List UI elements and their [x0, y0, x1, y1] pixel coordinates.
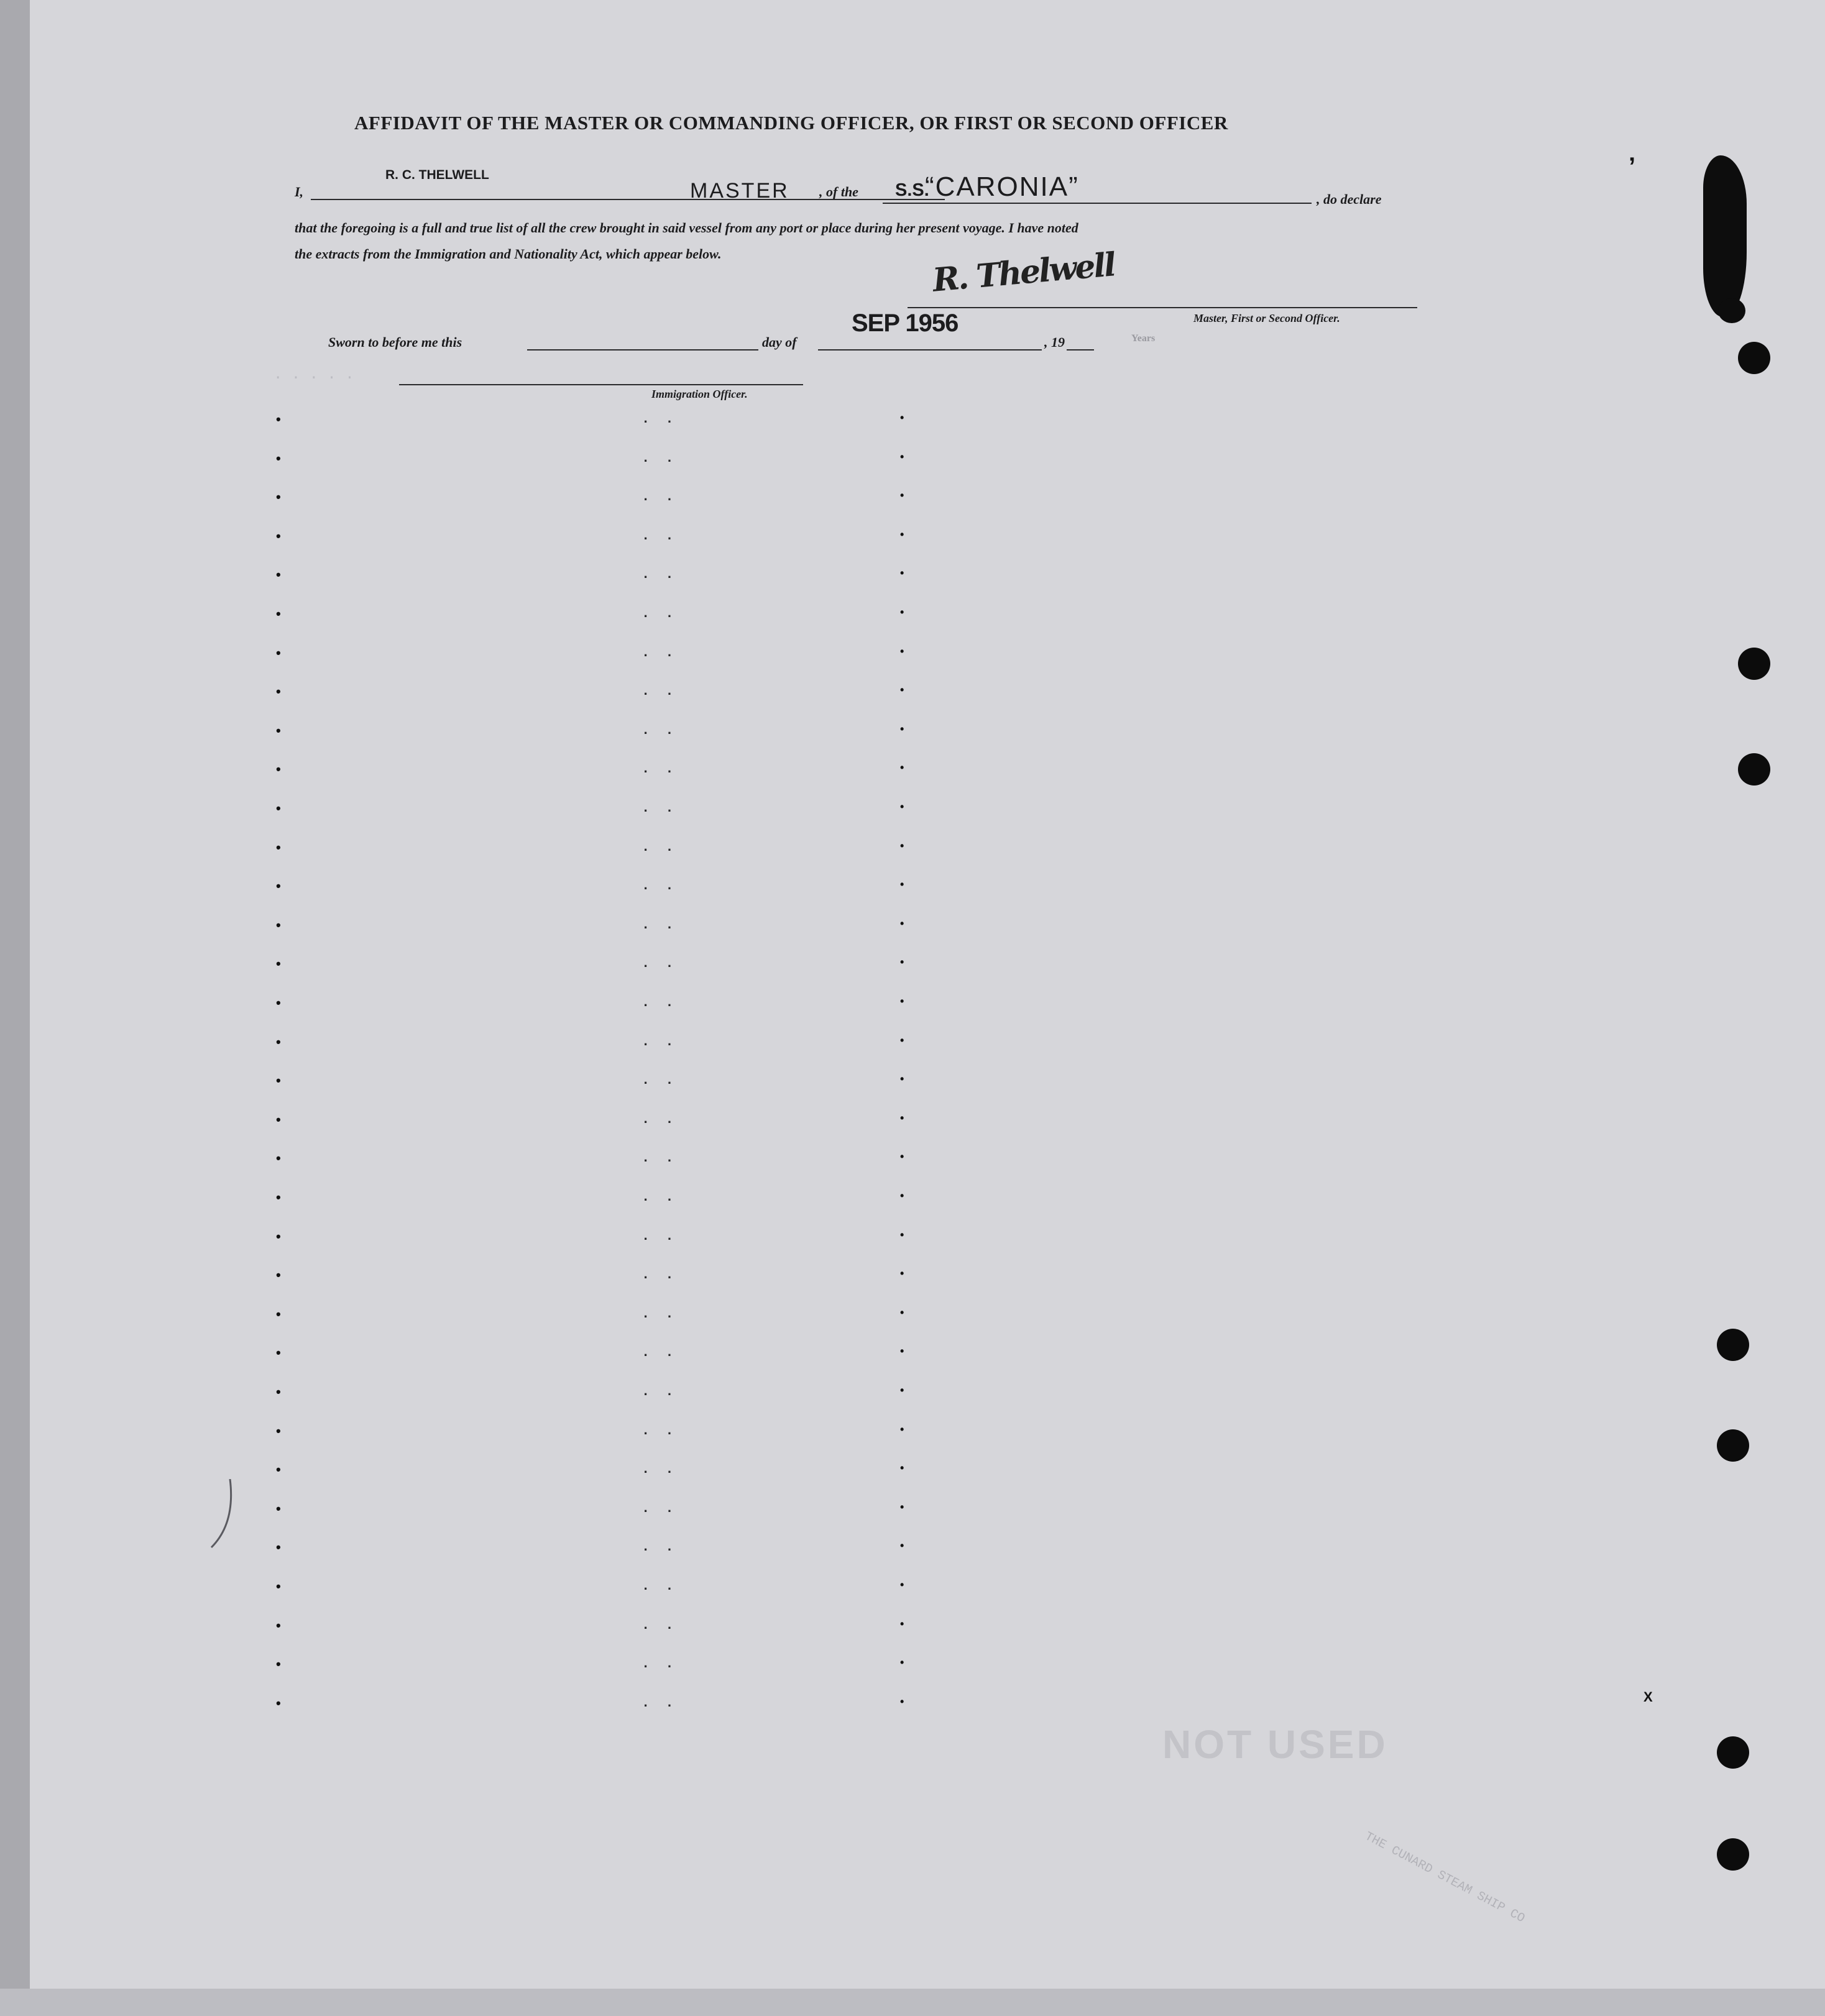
- affidavit-title: AFFIDAVIT OF THE MASTER OR COMMANDING OFFICER, OR FIRST OR SECOND OFFICER: [354, 112, 1228, 134]
- row-bullet: •: [276, 761, 281, 777]
- ditto-dots: . .: [641, 1618, 678, 1633]
- ditto-dots: . .: [641, 645, 678, 661]
- column-dot: •: [900, 1034, 904, 1047]
- row-bullet: •: [276, 1618, 281, 1633]
- row-bullet: •: [276, 489, 281, 505]
- ditto-dots: . .: [641, 606, 678, 621]
- row-bullet: •: [276, 995, 281, 1010]
- ditto-dots: . .: [641, 917, 678, 933]
- bleed-through-text: . . . . .: [274, 367, 354, 383]
- ditto-dots: . .: [641, 800, 678, 816]
- torn-corner-blot: [1718, 298, 1745, 323]
- column-dot: •: [900, 1150, 904, 1163]
- punch-hole: [1738, 648, 1770, 680]
- ditto-dots: . .: [641, 1539, 678, 1555]
- row-bullet: •: [276, 1695, 281, 1711]
- column-dot: •: [900, 1501, 904, 1513]
- ditto-dots: . .: [641, 878, 678, 894]
- column-dot: •: [900, 1306, 904, 1319]
- row-bullet: •: [276, 451, 281, 466]
- ditto-dots: . .: [641, 840, 678, 855]
- row-bullet: •: [276, 1306, 281, 1322]
- ditto-dots: . .: [641, 1695, 678, 1711]
- ditto-dots: . .: [641, 1034, 678, 1050]
- column-dot: •: [900, 1112, 904, 1124]
- punch-hole: [1738, 342, 1770, 374]
- scan-left-edge: [0, 0, 30, 2016]
- column-dot: •: [900, 684, 904, 696]
- column-dot: •: [900, 567, 904, 579]
- column-dot: •: [900, 761, 904, 774]
- officer-caption: Master, First or Second Officer.: [1193, 312, 1340, 324]
- cunard-stamp: THE CUNARD STEAM SHIP CO: [1362, 1829, 1527, 1927]
- day-of-label: day of: [762, 334, 797, 350]
- column-dot: •: [900, 606, 904, 618]
- ditto-dots: . .: [641, 761, 678, 777]
- not-used-stamp: NOT USED: [1162, 1722, 1388, 1767]
- ditto-dots: . .: [641, 1229, 678, 1244]
- column-dot: •: [900, 1384, 904, 1396]
- ditto-dots: . .: [641, 1112, 678, 1127]
- column-dot: •: [900, 1695, 904, 1708]
- sworn-date: SEP 1956: [852, 309, 958, 337]
- column-dot: •: [900, 1462, 904, 1474]
- row-bullet: •: [276, 1267, 281, 1283]
- ditto-dots: . .: [641, 1306, 678, 1322]
- row-bullet: •: [276, 606, 281, 621]
- ditto-dots: . .: [641, 1462, 678, 1477]
- column-header-years: Years: [1131, 333, 1156, 344]
- column-dot: •: [900, 1539, 904, 1552]
- ditto-dots: . .: [641, 451, 678, 466]
- ditto-dots: . .: [641, 1345, 678, 1360]
- column-dot: •: [900, 1073, 904, 1085]
- row-bullet: •: [276, 684, 281, 699]
- ditto-dots: . .: [641, 1423, 678, 1439]
- margin-pen-mark: [205, 1479, 242, 1554]
- column-dot: •: [900, 1618, 904, 1630]
- row-bullet: •: [276, 1150, 281, 1166]
- row-bullet: •: [276, 1073, 281, 1088]
- declaration-line-3: the extracts from the Immigration and Nationality Act, which appear below.: [295, 246, 722, 262]
- ditto-dots: . .: [641, 489, 678, 505]
- immigration-officer-rule: [399, 384, 803, 385]
- row-bullet: •: [276, 1423, 281, 1439]
- row-bullet: •: [276, 1034, 281, 1050]
- ditto-dots: . .: [641, 1501, 678, 1516]
- ditto-dots: . .: [641, 1578, 678, 1594]
- ditto-dots: . .: [641, 995, 678, 1010]
- declaration-line-2: that the foregoing is a full and true list of all the crew brought in said vessel from any port or place during her present voyage. I have noted: [295, 220, 1078, 236]
- row-bullet: •: [276, 1229, 281, 1244]
- row-bullet: •: [276, 645, 281, 661]
- column-dot: •: [900, 1656, 904, 1669]
- punch-hole: [1717, 1329, 1749, 1361]
- ditto-dots: . .: [641, 1073, 678, 1088]
- row-bullet: •: [276, 1501, 281, 1516]
- row-bullet: •: [276, 528, 281, 544]
- sworn-month-rule: [818, 349, 1042, 351]
- column-dot: •: [900, 840, 904, 852]
- row-bullet: •: [276, 1539, 281, 1555]
- column-dot: •: [900, 723, 904, 735]
- row-bullet: •: [276, 878, 281, 894]
- stray-tick: ’: [1629, 153, 1636, 180]
- column-dot: •: [900, 1229, 904, 1241]
- ditto-dots: . .: [641, 567, 678, 582]
- officer-rank: MASTER: [690, 179, 789, 203]
- row-bullet: •: [276, 1112, 281, 1127]
- column-dot: •: [900, 878, 904, 891]
- row-bullet: •: [276, 956, 281, 971]
- row-x-mark: X: [1643, 1689, 1653, 1705]
- punch-hole: [1738, 753, 1770, 786]
- ditto-dots: . .: [641, 1150, 678, 1166]
- row-bullet: •: [276, 567, 281, 582]
- row-bullet: •: [276, 800, 281, 816]
- column-dot: •: [900, 995, 904, 1007]
- year-prefix: , 19: [1044, 334, 1065, 350]
- row-bullet: •: [276, 1384, 281, 1400]
- column-dot: •: [900, 1189, 904, 1202]
- ss-prefix: S.S.: [895, 180, 929, 200]
- signature-rule: [908, 307, 1417, 308]
- sworn-day-rule: [527, 349, 758, 351]
- immigration-officer-caption: Immigration Officer.: [651, 388, 748, 400]
- row-bullet: •: [276, 917, 281, 933]
- ditto-dots: . .: [641, 411, 678, 427]
- do-declare-label: , do declare: [1317, 191, 1382, 207]
- officer-name: R. C. THELWELL: [385, 168, 489, 182]
- column-dot: •: [900, 489, 904, 502]
- column-dot: •: [900, 451, 904, 463]
- column-dot: •: [900, 917, 904, 930]
- ditto-dots: . .: [641, 1267, 678, 1283]
- column-dot: •: [900, 956, 904, 968]
- column-dot: •: [900, 645, 904, 657]
- row-bullet: •: [276, 1462, 281, 1477]
- ship-name-rule: [883, 203, 1312, 204]
- row-bullet: •: [276, 840, 281, 855]
- row-bullet: •: [276, 1189, 281, 1205]
- ditto-dots: . .: [641, 1189, 678, 1205]
- sworn-label: Sworn to before me this: [328, 334, 462, 350]
- row-bullet: •: [276, 1345, 281, 1360]
- column-dot: •: [900, 1423, 904, 1436]
- ditto-dots: . .: [641, 1384, 678, 1400]
- row-bullet: •: [276, 1578, 281, 1594]
- torn-corner-blot: [1703, 155, 1747, 317]
- row-bullet: •: [276, 723, 281, 738]
- row-bullet: •: [276, 411, 281, 427]
- sworn-year-rule: [1067, 349, 1094, 351]
- ditto-dots: . .: [641, 956, 678, 971]
- punch-hole: [1717, 1736, 1749, 1769]
- punch-hole: [1717, 1838, 1749, 1871]
- column-dot: •: [900, 1345, 904, 1357]
- column-dot: •: [900, 800, 904, 813]
- column-dot: •: [900, 528, 904, 541]
- ditto-dots: . .: [641, 684, 678, 699]
- i-label: I,: [295, 184, 304, 199]
- column-dot: •: [900, 1267, 904, 1280]
- master-signature: R. Thelwell: [931, 245, 1116, 300]
- scan-bottom-edge: [0, 1989, 1825, 2016]
- ship-name: “CARONIA”: [925, 172, 1079, 202]
- ditto-dots: . .: [641, 528, 678, 544]
- of-the-label: , of the: [819, 184, 858, 199]
- column-dot: •: [900, 1578, 904, 1591]
- ditto-dots: . .: [641, 723, 678, 738]
- punch-hole: [1717, 1429, 1749, 1462]
- column-dot: •: [900, 411, 904, 424]
- ditto-dots: . .: [641, 1656, 678, 1672]
- row-bullet: •: [276, 1656, 281, 1672]
